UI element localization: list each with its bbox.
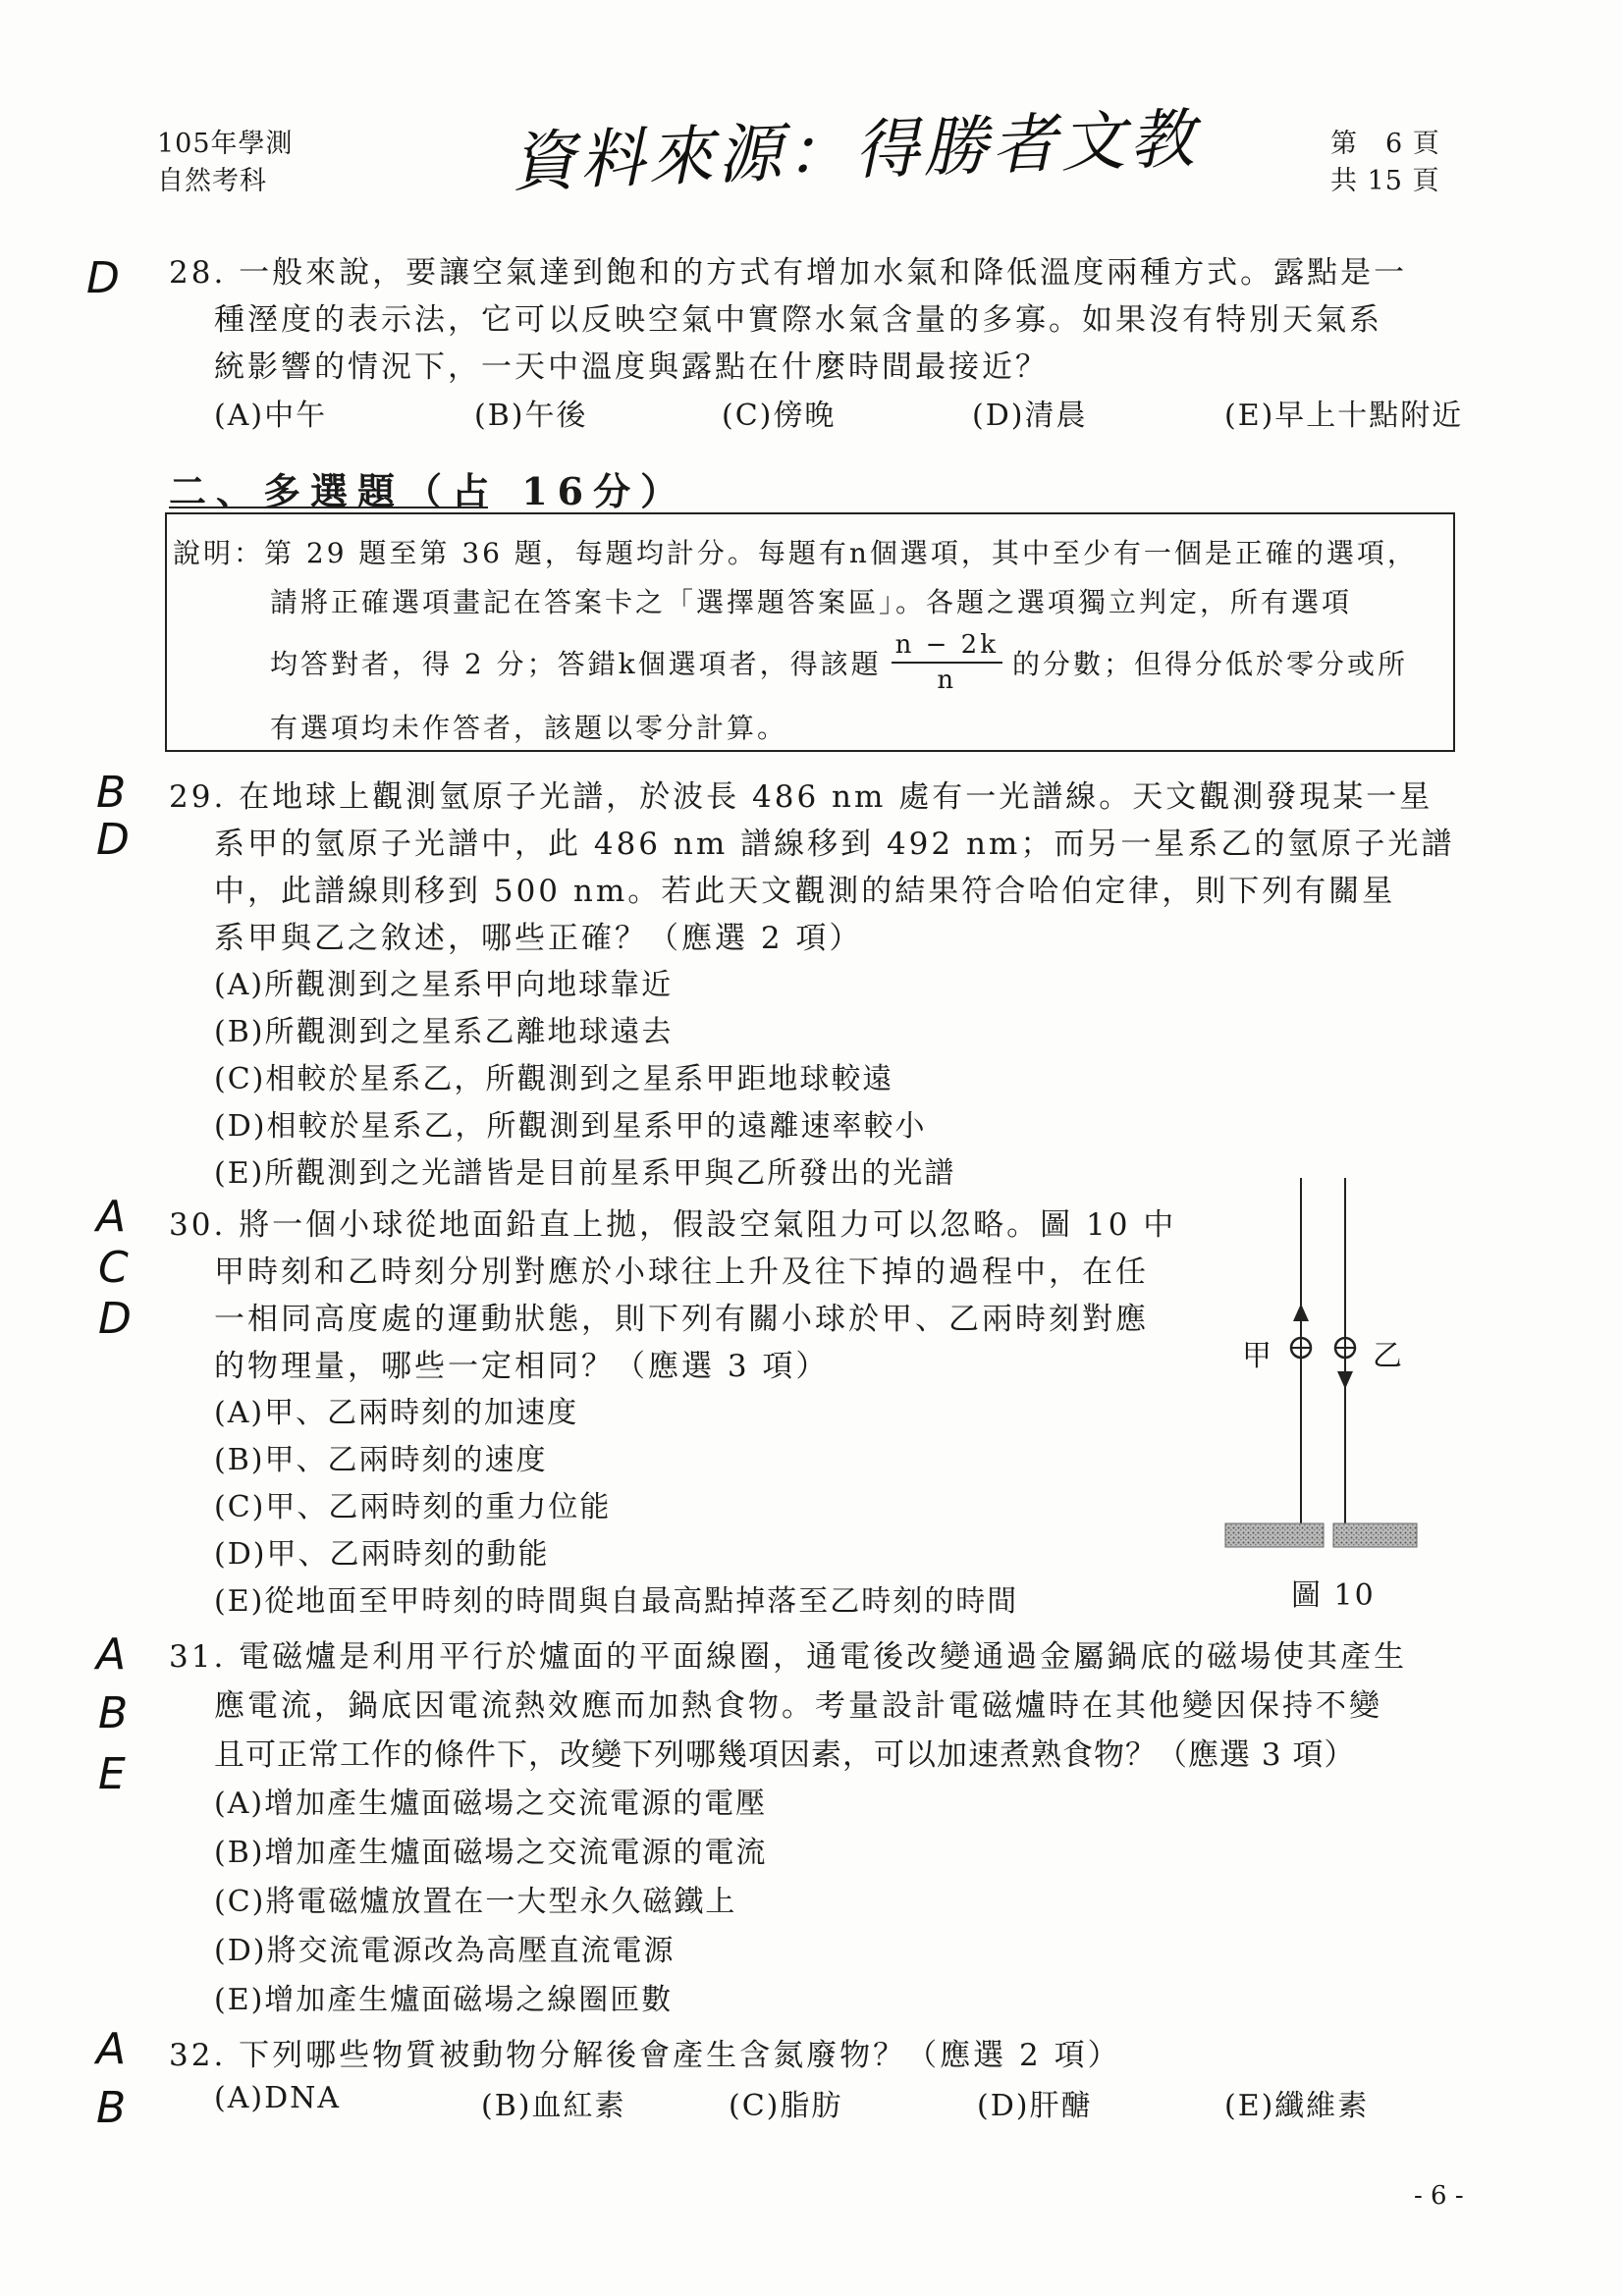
instruction-line3-start: 均答對者，得 2 分；答錯k個選項者，得該題 xyxy=(270,648,882,680)
q29-option-a: (A)所觀測到之星系甲向地球靠近 xyxy=(214,968,674,1002)
q29-line1: 29. 在地球上觀測氫原子光譜，於波長 486 nm 處有一光譜線。天文觀測發現某一星 xyxy=(169,779,1434,815)
handwritten-answer-30-3: D xyxy=(98,1294,132,1344)
q31-option-d: (D)將交流電源改為高壓直流電源 xyxy=(214,1934,676,1968)
instruction-line1: 說明：第 29 題至第 36 題，每題均計分。每題有n個選項，其中至少有一個是正確的選項， xyxy=(173,537,1418,569)
figure-label-yi: 乙 xyxy=(1373,1339,1404,1373)
handwritten-answer-31-2: B xyxy=(98,1688,129,1738)
instruction-line2: 請將正確選項畫記在答案卡之「選擇題答案區」。各題之選項獨立判定，所有選項 xyxy=(270,586,1353,618)
q30-line2: 甲時刻和乙時刻分別對應於小球往上升及往下掉的過程中，在任 xyxy=(214,1255,1149,1290)
q32-option-c: (C)脂肪 xyxy=(729,2089,843,2123)
instruction-line3-end: 的分數；但得分低於零分或所 xyxy=(1011,648,1408,680)
instruction-line3 xyxy=(270,628,1408,697)
q29-option-d: (D)相較於星系乙，所觀測到星系甲的遠離速率較小 xyxy=(214,1109,927,1144)
q29-option-b: (B)所觀測到之星系乙離地球遠去 xyxy=(214,1015,674,1049)
handwritten-answer-32-2: B xyxy=(96,2083,127,2133)
handwritten-answer-29-1: B xyxy=(96,768,127,818)
handwritten-answer-30-2: C xyxy=(98,1243,129,1293)
q29-line3: 中，此譜線則移到 500 nm。若此天文觀測的結果符合哈伯定律，則下列有關星 xyxy=(214,874,1396,909)
q28-option-d: (D)清晨 xyxy=(972,399,1088,433)
q30-line4: 的物理量，哪些一定相同？（應選 3 項） xyxy=(214,1349,830,1384)
q28-option-b: (B)午後 xyxy=(474,399,588,433)
figure-10 xyxy=(1208,1168,1463,1590)
q32-line1: 32. 下列哪些物質被動物分解後會產生含氮廢物？（應選 2 項） xyxy=(169,2038,1121,2073)
q30-option-a: (A)甲、乙兩時刻的加速度 xyxy=(214,1396,579,1430)
fraction-numerator: n − 2k xyxy=(892,628,1002,664)
q28-option-c: (C)傍晚 xyxy=(722,399,837,433)
instruction-line4: 有選項均未作答者，該題以零分計算。 xyxy=(270,712,788,744)
q28-line1: 28. 一般來說，要讓空氣達到飽和的方式有增加水氣和降低溫度兩種方式。露點是一 xyxy=(169,255,1408,291)
ground-left xyxy=(1225,1523,1324,1547)
ground-right xyxy=(1333,1523,1417,1547)
q29-line4: 系甲與乙之敘述，哪些正確？（應選 2 項） xyxy=(214,921,863,956)
q31-line3: 且可正常工作的條件下，改變下列哪幾項因素，可以加速煮熟食物？（應選 3 項） xyxy=(214,1737,1356,1773)
handwritten-answer-31-3: E xyxy=(98,1749,126,1799)
fraction-denominator: n xyxy=(937,666,957,695)
header-left xyxy=(157,126,294,200)
handwritten-answer-31-1: A xyxy=(96,1629,127,1680)
q28-line3: 統影響的情況下，一天中溫度與露點在什麼時間最接近？ xyxy=(214,349,1049,385)
q32-option-a: (A)DNA xyxy=(214,2081,342,2115)
handwritten-answer-32-1: A xyxy=(96,2024,127,2074)
q31-option-a: (A)增加產生爐面磁場之交流電源的電壓 xyxy=(214,1787,768,1821)
q31-option-c: (C)將電磁爐放置在一大型永久磁鐵上 xyxy=(214,1885,737,1919)
header-right xyxy=(1330,126,1440,200)
q28-option-e: (E)早上十點附近 xyxy=(1224,399,1464,433)
handwritten-answer-28: D xyxy=(86,253,120,303)
page-total: 共 15 頁 xyxy=(1330,166,1440,196)
q30-option-d: (D)甲、乙兩時刻的動能 xyxy=(214,1537,550,1572)
q28-option-a: (A)中午 xyxy=(214,399,328,433)
exam-year: 105年學測 xyxy=(157,129,294,159)
arrow-up-icon xyxy=(1293,1304,1309,1321)
q30-line1: 30. 將一個小球從地面鉛直上拋，假設空氣阻力可以忽略。圖 10 中 xyxy=(169,1207,1177,1243)
score-fraction xyxy=(892,628,1002,697)
page-number: 第 6 頁 xyxy=(1330,129,1440,159)
arrow-down-icon xyxy=(1337,1371,1353,1389)
section-title: 二、多選題（占 16分） xyxy=(169,469,688,513)
exam-subject: 自然考科 xyxy=(157,166,267,196)
figure-caption: 圖 10 xyxy=(1291,1578,1376,1613)
q30-option-c: (C)甲、乙兩時刻的重力位能 xyxy=(214,1490,612,1524)
q31-option-b: (B)增加產生爐面磁場之交流電源的電流 xyxy=(214,1836,768,1870)
q32-option-b: (B)血紅素 xyxy=(481,2089,626,2123)
handwritten-answer-29-2: D xyxy=(96,815,130,865)
section-title-underline xyxy=(169,507,488,508)
handwritten-answer-30-1: A xyxy=(96,1192,127,1242)
q31-line1: 31. 電磁爐是利用平行於爐面的平面線圈，通電後改變通過金屬鍋底的磁場使其產生 xyxy=(169,1639,1408,1675)
q29-line2: 系甲的氫原子光譜中，此 486 nm 譜線移到 492 nm；而另一星系乙的氫原子光譜 xyxy=(214,827,1455,862)
figure-label-jia: 甲 xyxy=(1242,1339,1273,1373)
q28-line2: 種溼度的表示法，它可以反映空氣中實際水氣含量的多寡。如果沒有特別天氣系 xyxy=(214,302,1382,338)
q30-line3: 一相同高度處的運動狀態，則下列有關小球於甲、乙兩時刻對應 xyxy=(214,1302,1149,1337)
footer-page-number: - 6 - xyxy=(1414,2181,1464,2211)
q30-option-e: (E)從地面至甲時刻的時間與自最高點掉落至乙時刻的時間 xyxy=(214,1584,1019,1619)
q31-option-e: (E)增加產生爐面磁場之線圈匝數 xyxy=(214,1983,674,2017)
q32-option-e: (E)纖維素 xyxy=(1224,2089,1370,2123)
q29-option-c: (C)相較於星系乙，所觀測到之星系甲距地球較遠 xyxy=(214,1062,894,1096)
q30-option-b: (B)甲、乙兩時刻的速度 xyxy=(214,1443,548,1477)
q32-option-d: (D)肝醣 xyxy=(977,2089,1093,2123)
q31-line2: 應電流，鍋底因電流熱效應而加熱食物。考量設計電磁爐時在其他變因保持不變 xyxy=(214,1688,1382,1724)
handwritten-source-note: 資料來源：得勝者文教 xyxy=(510,100,1200,201)
q29-option-e: (E)所觀測到之光譜皆是目前星系甲與乙所發出的光譜 xyxy=(214,1156,956,1191)
